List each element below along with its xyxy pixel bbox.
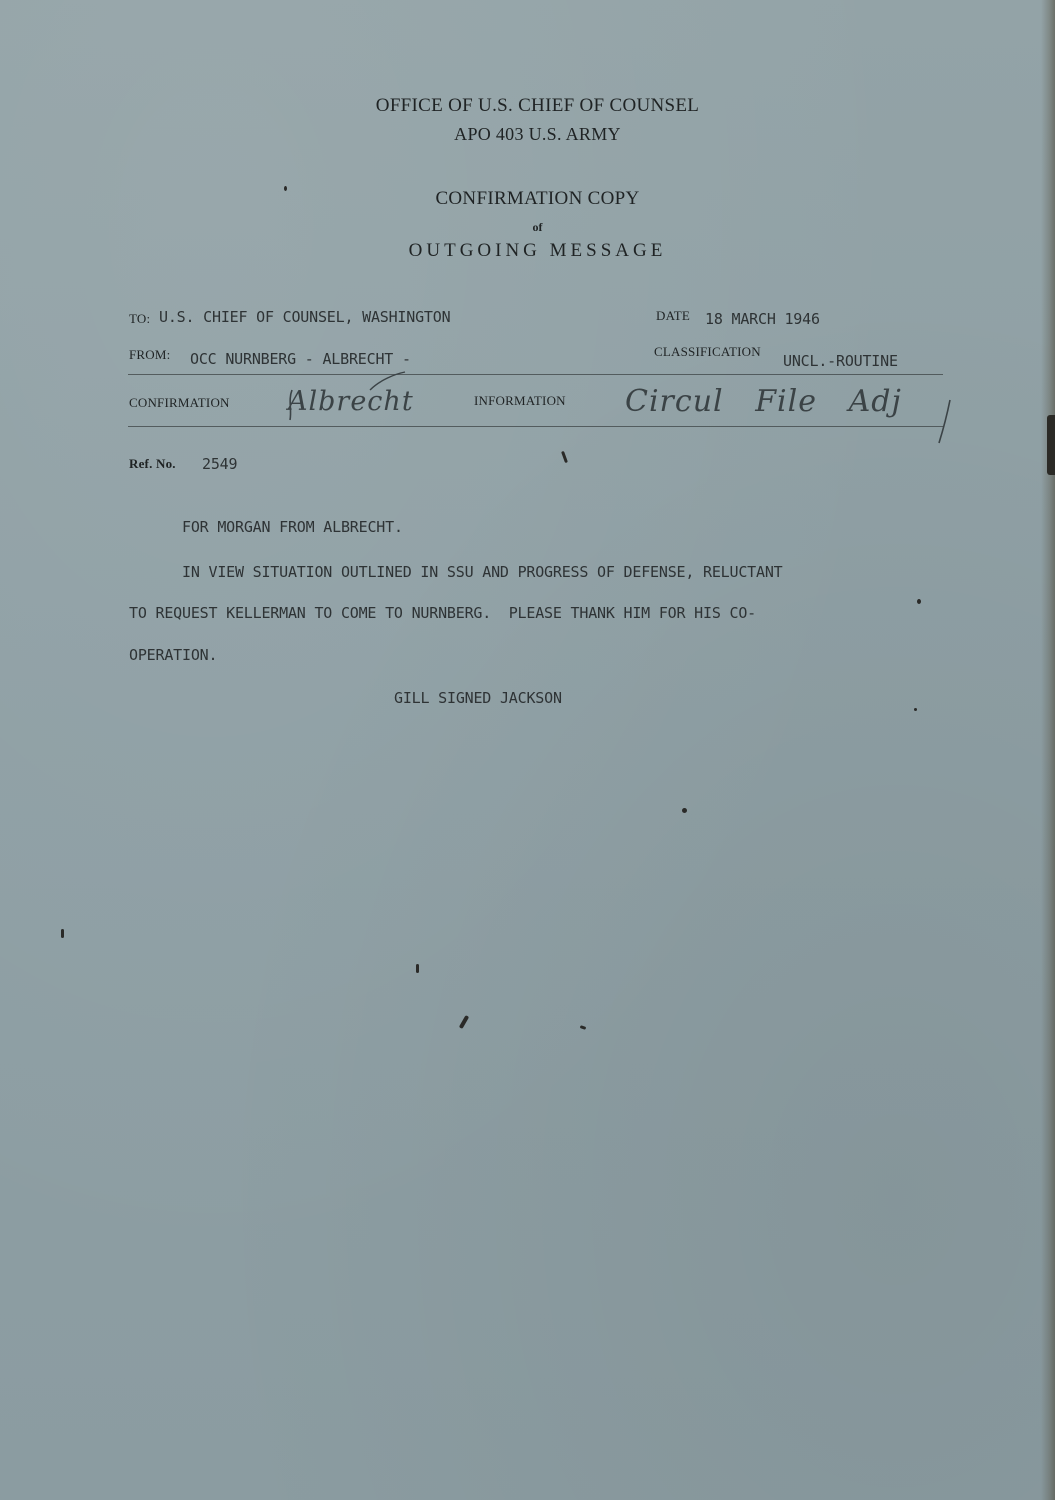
from-value: OCC NURNBERG - ALBRECHT -: [190, 350, 411, 368]
paper-speck: [61, 929, 64, 938]
paper-speck: [580, 1025, 587, 1030]
paper-speck: [914, 708, 917, 711]
pen-stroke-mark-right: [935, 395, 975, 455]
ref-label: Ref. No.: [129, 456, 176, 471]
body-line-2: IN VIEW SITUATION OUTLINED IN SSU AND PROGRESS OF DEFENSE, RELUCTANT: [182, 563, 783, 581]
apo-heading: APO 403 U.S. ARMY: [454, 124, 621, 144]
classification-value: UNCL.-ROUTINE: [783, 352, 898, 370]
information-label: INFORMATION: [474, 393, 566, 408]
office-heading: OFFICE OF U.S. CHIEF OF COUNSEL: [375, 95, 700, 116]
of-connector: of: [532, 220, 543, 234]
date-value: 18 MARCH 1946: [705, 310, 820, 328]
confirmation-label: CONFIRMATION: [129, 395, 230, 410]
paper-speck: [459, 1015, 469, 1029]
outgoing-message-title: OUTGOING MESSAGE: [408, 240, 667, 261]
form-rule-top: [128, 374, 943, 375]
paper-speck: [682, 808, 687, 813]
classification-label: CLASSIFICATION: [654, 344, 761, 359]
confirmation-signature: Albrecht: [288, 386, 414, 417]
paper-edge-tab: [1047, 415, 1055, 475]
paper-speck: [917, 599, 921, 604]
paper-speck: [284, 186, 287, 191]
to-label: TO:: [129, 311, 151, 326]
pen-stroke-mark: [270, 370, 410, 430]
body-line-1: FOR MORGAN FROM ALBRECHT.: [182, 518, 403, 536]
paper-speck: [561, 451, 568, 463]
confirmation-copy-title: CONFIRMATION COPY: [435, 188, 640, 209]
ref-value: 2549: [202, 455, 238, 473]
body-line-4: OPERATION.: [129, 646, 218, 664]
date-label: DATE: [656, 308, 691, 323]
body-line-3: TO REQUEST KELLERMAN TO COME TO NURNBERG. PLEASE THANK HIM FOR HIS CO-: [129, 604, 756, 622]
signature-line: GILL SIGNED JACKSON: [394, 689, 562, 707]
from-label: FROM:: [129, 347, 171, 362]
to-value: U.S. CHIEF OF COUNSEL, WASHINGTON: [159, 308, 451, 326]
paper-speck: [416, 964, 419, 973]
information-handwritten: Circul File Adj: [625, 384, 902, 419]
form-rule-bottom: [128, 426, 943, 427]
